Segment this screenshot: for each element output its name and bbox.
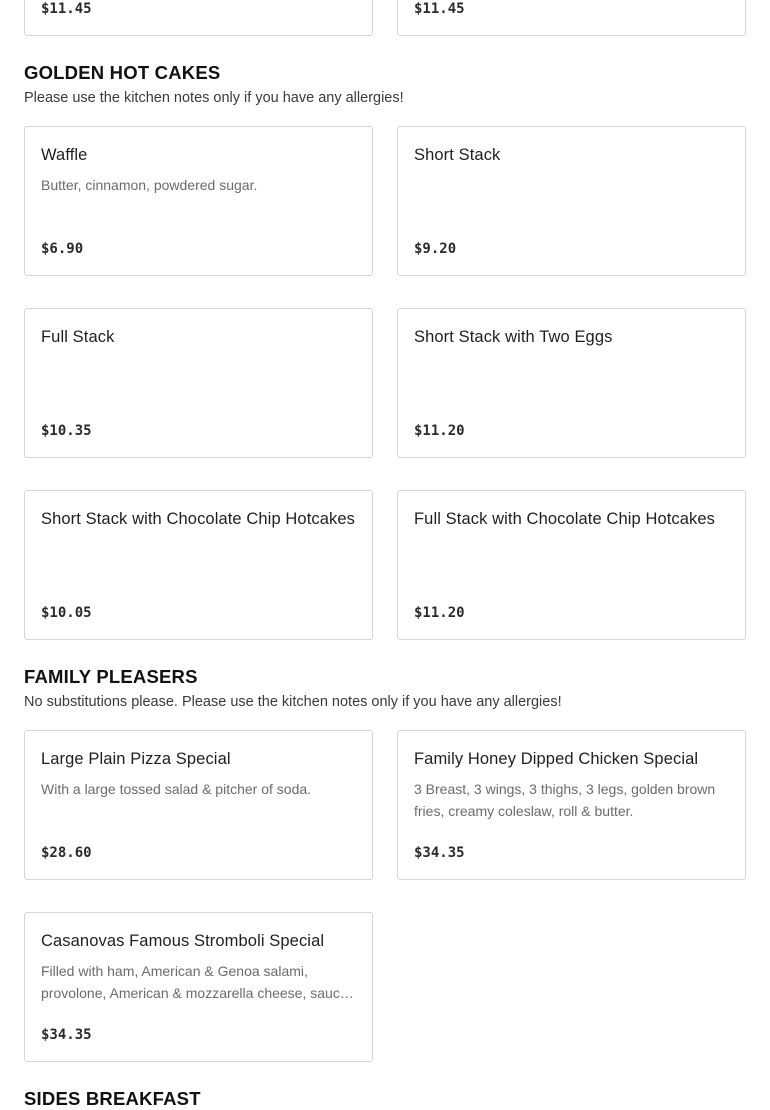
item-price: $11.45: [414, 1, 465, 17]
item-description: Butter, cinnamon, powdered sugar.: [41, 177, 258, 193]
item-description: With a large tossed salad & pitcher of soda.: [41, 781, 312, 797]
item-name: Casanovas Famous Stromboli Special: [41, 932, 325, 950]
item-description: 3 Breast, 3 wings, 3 thighs, 3 legs, golden brown fries, creamy coleslaw, roll & butter.: [414, 781, 716, 819]
item-price: $34.35: [41, 1027, 92, 1043]
item-name: Short Stack with Two Eggs: [414, 328, 613, 346]
menu-item-card-short-stack-two-eggs[interactable]: [397, 308, 746, 458]
item-price: $11.20: [414, 423, 465, 439]
menu-item-card[interactable]: [397, 0, 746, 36]
item-price: $10.35: [41, 423, 92, 439]
item-price: $28.60: [41, 845, 92, 861]
item-name: Short Stack with Chocolate Chip Hotcakes: [41, 510, 355, 528]
menu-item-card-short-stack[interactable]: [397, 126, 746, 276]
item-price: $11.45: [41, 1, 92, 17]
section-note: No substitutions please. Please use the kitchen notes only if you have any allergies!: [24, 694, 562, 710]
item-name: Large Plain Pizza Special: [41, 750, 231, 768]
item-price: $11.20: [414, 605, 465, 621]
item-description: Filled with ham, American & Genoa salami, provolone, American & mozzarella cheese, sauc…: [41, 963, 354, 1001]
item-price: $10.05: [41, 605, 92, 621]
menu-item-card-full-stack[interactable]: [24, 308, 373, 458]
menu-item-card-casanovas-stromboli[interactable]: [24, 912, 373, 1062]
item-name: Waffle: [41, 146, 88, 164]
item-price: $9.20: [414, 241, 457, 257]
section-note: Please use the kitchen notes only if you have any allergies!: [24, 90, 404, 106]
menu-item-card-family-honey-dipped-chicken[interactable]: [397, 730, 746, 880]
section-title-family-pleasers: FAMILY PLEASERS: [24, 666, 198, 687]
section-title-golden-hot-cakes: GOLDEN HOT CAKES: [24, 62, 221, 83]
item-name: Family Honey Dipped Chicken Special: [414, 750, 699, 768]
item-name: Full Stack with Chocolate Chip Hotcakes: [414, 510, 716, 528]
item-name: Full Stack: [41, 328, 115, 346]
menu-item-card-full-stack-chocolate-chip[interactable]: [397, 490, 746, 640]
menu-item-card-short-stack-chocolate-chip[interactable]: [24, 490, 373, 640]
menu-item-card-waffle[interactable]: [24, 126, 373, 276]
menu-item-card[interactable]: [24, 0, 373, 36]
item-price: $6.90: [41, 241, 84, 257]
section-title-sides-breakfast: SIDES BREAKFAST: [24, 1088, 201, 1109]
item-price: $34.35: [414, 845, 465, 861]
item-name: Short Stack: [414, 146, 501, 164]
menu-item-card-large-plain-pizza[interactable]: [24, 730, 373, 880]
